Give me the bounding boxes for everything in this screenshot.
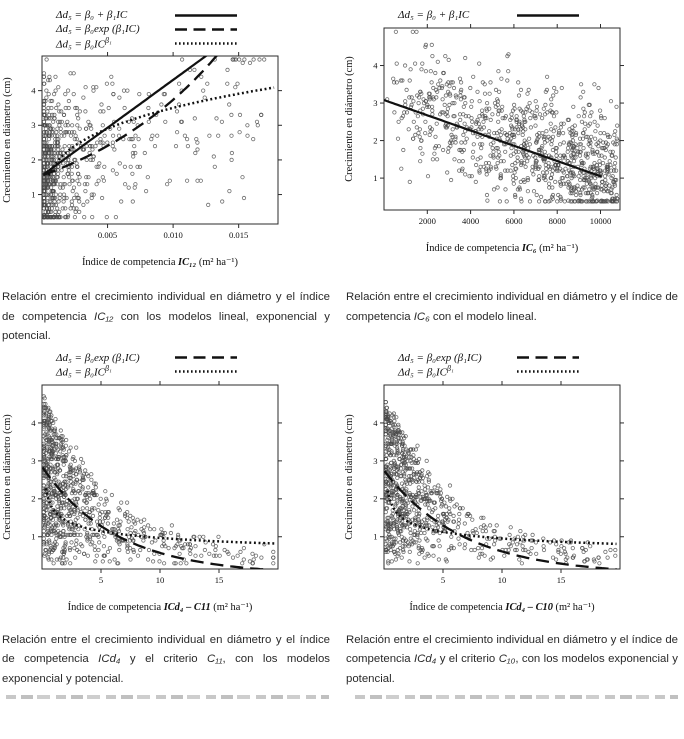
svg-text:0.010: 0.010 <box>163 230 183 240</box>
y-axis-label: Crecimiento en diámetro (cm) <box>344 56 355 182</box>
y-axis-label: Crecimiento en diámetro (cm) <box>2 77 13 203</box>
x-axis-label: Índice de competencia IC₁₂ (m² ha⁻¹) <box>81 257 239 268</box>
legend-line-sample-solid <box>174 11 238 20</box>
scatter-plot-ic12 <box>0 50 338 270</box>
panel-icd4-c11 <box>0 347 342 615</box>
panel-ic6 <box>342 0 684 270</box>
svg-text:2: 2 <box>373 493 378 504</box>
legend-equation: $\Delta d_5 = \beta_0IC^{\beta_1}$ <box>56 364 112 380</box>
caption-row-top <box>0 270 684 347</box>
svg-text:2: 2 <box>31 154 36 165</box>
legend-ic6 <box>398 8 580 22</box>
caption-icd4-c11: Relación entre el crecimiento individual en diámetro y el índice de competencia ICd₄ y el criterio C₁₁, con los modelos exponencial y potencial. <box>2 633 330 685</box>
x-axis-label: Índice de competencia ICd₄ – C10 (m² ha⁻¹) <box>409 601 595 613</box>
plot-row-bottom <box>0 347 684 615</box>
caption-row-bottom <box>0 615 684 690</box>
svg-text:1: 1 <box>31 531 36 542</box>
legend-row <box>398 351 580 365</box>
svg-text:0.005: 0.005 <box>97 230 118 240</box>
legend-line-sample-dashed <box>516 353 580 362</box>
svg-text:15: 15 <box>556 574 566 585</box>
caption-ic6: Relación entre el crecimiento individual en diámetro y el índice de competencia IC₆ con el modelo lineal. <box>346 291 678 323</box>
panel-ic12 <box>0 0 342 270</box>
x-axis-label: Índice de competencia ICd₄ – C11 (m² ha⁻¹) <box>67 601 253 613</box>
legend-row <box>56 22 238 36</box>
svg-text:10: 10 <box>155 574 165 585</box>
x-axis-label: Índice de competencia IC₆ (m² ha⁻¹) <box>425 243 579 254</box>
svg-text:4: 4 <box>31 417 36 428</box>
legend-line-sample-solid <box>516 11 580 20</box>
svg-text:6000: 6000 <box>505 216 523 226</box>
svg-text:3: 3 <box>31 120 36 131</box>
scatter-plot-ic6 <box>342 22 680 256</box>
legend-row <box>56 8 238 22</box>
legend-line-sample-dotted <box>174 367 238 376</box>
svg-text:2000: 2000 <box>418 216 436 226</box>
legend-row <box>398 365 580 379</box>
svg-text:0.015: 0.015 <box>228 230 249 240</box>
clipped-text-remnant <box>355 695 678 699</box>
svg-text:3: 3 <box>31 455 36 466</box>
svg-text:2: 2 <box>373 135 378 146</box>
trend-line-solid <box>43 54 208 174</box>
svg-text:4: 4 <box>31 85 36 96</box>
svg-text:5: 5 <box>98 574 104 585</box>
svg-text:5: 5 <box>440 574 446 585</box>
legend-equation: $\Delta d_5 = \beta_0IC^{\beta_1}$ <box>56 35 112 51</box>
svg-text:10: 10 <box>497 574 507 585</box>
legend-equation: Δd₅ = β₀exp (β₁IC) <box>56 23 140 35</box>
svg-text:1: 1 <box>31 189 36 200</box>
plot-row-top <box>0 0 684 270</box>
svg-text:10000: 10000 <box>589 216 612 226</box>
legend-row <box>56 36 238 50</box>
legend-line-sample-dotted <box>174 39 238 48</box>
svg-text:1: 1 <box>373 531 378 542</box>
caption-icd4-c10: Relación entre el crecimiento individual en diámetro y el índice de competencia ICd₄ y el criterio C₁₀, con los modelos exponencial y potencial. <box>346 633 678 685</box>
svg-text:3: 3 <box>373 455 378 466</box>
legend-icd4-c11 <box>56 351 238 379</box>
svg-text:4000: 4000 <box>462 216 480 226</box>
svg-text:8000: 8000 <box>548 216 566 226</box>
svg-text:15: 15 <box>214 574 224 585</box>
svg-text:3: 3 <box>373 97 378 108</box>
scatter-plot-icd4-c11 <box>0 379 338 615</box>
legend-equation: Δd₅ = β₀ + β₁IC <box>398 9 470 21</box>
trend-line-dotted <box>49 88 275 176</box>
caption-ic12: Relación entre el crecimiento individual en diámetro y el índice de competencia IC₁₂ con los modelos lineal, exponencial y potencial. <box>2 291 330 343</box>
svg-text:2: 2 <box>31 493 36 504</box>
y-axis-label: Crecimiento en diámetro (cm) <box>344 414 355 540</box>
legend-line-sample-dashed <box>174 353 238 362</box>
legend-icd4-c10 <box>398 351 580 379</box>
svg-text:1: 1 <box>373 173 378 184</box>
legend-line-sample-dashed <box>174 25 238 34</box>
clipped-text-row <box>0 690 684 703</box>
legend-equation: Δd₅ = β₀exp (β₁IC) <box>398 351 482 364</box>
legend-row <box>56 351 238 365</box>
y-axis-label: Crecimiento en diámetro (cm) <box>2 414 13 540</box>
panel-icd4-c10 <box>342 347 684 615</box>
legend-equation: Δd₅ = β₀exp (β₁IC) <box>56 351 140 364</box>
legend-row <box>56 365 238 379</box>
scatter-plot-icd4-c10 <box>342 379 680 615</box>
svg-text:4: 4 <box>373 417 378 428</box>
trend-line-solid <box>384 100 602 177</box>
clipped-text-remnant <box>6 695 329 699</box>
svg-text:4: 4 <box>373 60 378 71</box>
legend-line-sample-dotted <box>516 367 580 376</box>
legend-row <box>398 8 580 22</box>
legend-equation: $\Delta d_5 = \beta_0IC^{\beta_1}$ <box>398 364 454 380</box>
legend-ic12 <box>56 8 238 50</box>
legend-equation: Δd₅ = β₀ + β₁IC <box>56 9 128 21</box>
